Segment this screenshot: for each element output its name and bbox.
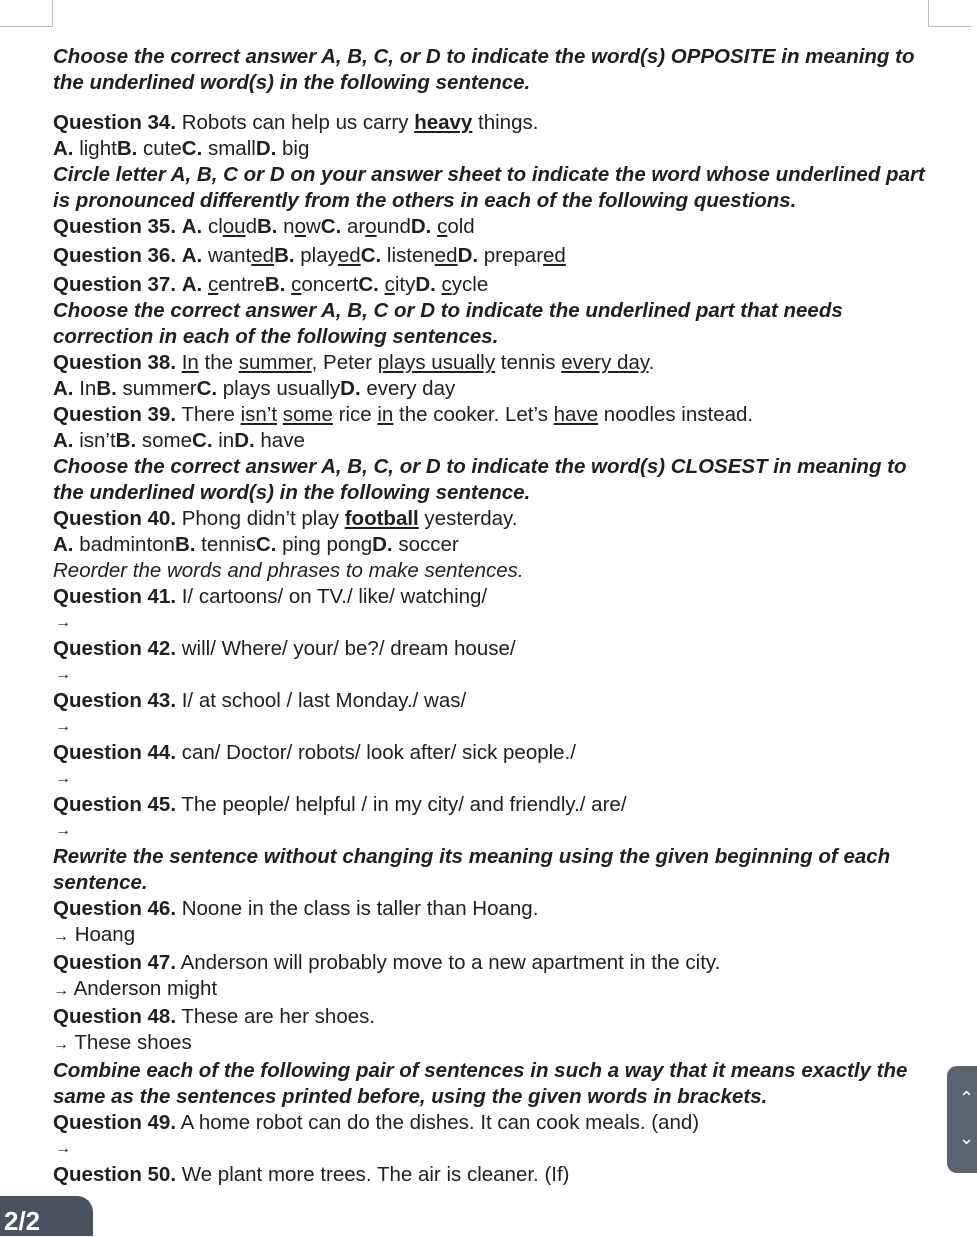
question-48: Question 48. These are her shoes. (53, 1005, 376, 1028)
question-44: Question 44. can/ Doctor/ robots/ look after/ sick people./ (53, 741, 576, 764)
answer-arrow-49: → (55, 1140, 71, 1157)
question-37: Question 37. A. centreB. concertC. cityD. cycle (53, 273, 489, 296)
answer-arrow-41: → (55, 614, 71, 631)
chevron-down-icon: ⌄ (959, 1128, 975, 1148)
side-scroll-tab[interactable] (947, 1066, 977, 1173)
question-45: Question 45. The people/ helpful / in my city/ and friendly./ are/ (53, 793, 627, 816)
question-34-options: A. lightB. cuteC. smallD. big (53, 137, 310, 160)
answer-start-46: → Hoang (53, 923, 136, 946)
crop-mark-top-left (0, 0, 53, 27)
question-47: Question 47. Anderson will probably move to a new apartment in the city. (53, 951, 721, 974)
question-36: Question 36. A. wantedB. playedC. listenedD. prepared (53, 244, 566, 267)
answer-arrow-45: → (55, 822, 71, 839)
answer-arrow-43: → (55, 718, 71, 735)
question-35: Question 35. A. cloudB. nowC. aroundD. cold (53, 215, 475, 238)
page-indicator-badge (0, 1196, 93, 1236)
question-46: Question 46. Noone in the class is taller than Hoang. (53, 897, 539, 920)
section-instruction-reorder: Reorder the words and phrases to make sentences. (53, 559, 524, 582)
question-40-options: A. badmintonB. tennisC. ping pongD. soccer (53, 533, 459, 556)
question-49: Question 49. A home robot can do the dishes. It can cook meals. (and) (53, 1111, 700, 1134)
question-50: Question 50. We plant more trees. The air is cleaner. (If) (53, 1163, 570, 1186)
page-indicator-text: 2/2 (4, 1206, 41, 1236)
worksheet-content (53, 44, 933, 1188)
section-instruction-rewrite: Rewrite the sentence without changing its meaning using the given beginning of each sentence. (53, 845, 891, 894)
question-40: Question 40. Phong didn’t play football yesterday. (53, 507, 518, 530)
answer-arrow-42: → (55, 666, 71, 683)
question-38-options: A. InB. summerC. plays usuallyD. every day (53, 377, 456, 400)
question-34: Question 34. Robots can help us carry heavy things. (53, 111, 539, 134)
question-39: Question 39. There isn’t some rice in the cooker. Let’s have noodles instead. (53, 403, 754, 426)
section-instruction-correction: Choose the correct answer A, B, C or D to indicate the underlined part that needs correction in each of the following sentences. (53, 299, 843, 348)
section-instruction-pronunciation: Circle letter A, B, C or D on your answer sheet to indicate the word whose underlined part is pronounced differently from the others in each of the following questions. (53, 163, 925, 212)
answer-arrow-44: → (55, 770, 71, 787)
answer-start-48: → These shoes (53, 1031, 192, 1054)
question-42: Question 42. will/ Where/ your/ be?/ dream house/ (53, 637, 516, 660)
question-38: Question 38. In the summer, Peter plays usually tennis every day. (53, 351, 655, 374)
crop-mark-top-right (928, 0, 972, 27)
question-43: Question 43. I/ at school / last Monday./ was/ (53, 689, 467, 712)
question-41: Question 41. I/ cartoons/ on TV./ like/ watching/ (53, 585, 488, 608)
section-instruction-closest: Choose the correct answer A, B, C, or D to indicate the word(s) CLOSEST in meaning to the underlined word(s) in the following sentence. (53, 455, 907, 504)
chevron-up-icon: ⌃ (959, 1088, 975, 1108)
section-instruction-combine: Combine each of the following pair of sentences in such a way that it means exactly the same as the sentences printed before, using the given words in brackets. (53, 1059, 908, 1108)
answer-start-47: → Anderson might (53, 977, 218, 1000)
question-39-options: A. isn’tB. someC. inD. have (53, 429, 305, 452)
section-instruction-opposite: Choose the correct answer A, B, C, or D to indicate the word(s) OPPOSITE in meaning to the underlined word(s) in the following sentence. (53, 45, 915, 94)
